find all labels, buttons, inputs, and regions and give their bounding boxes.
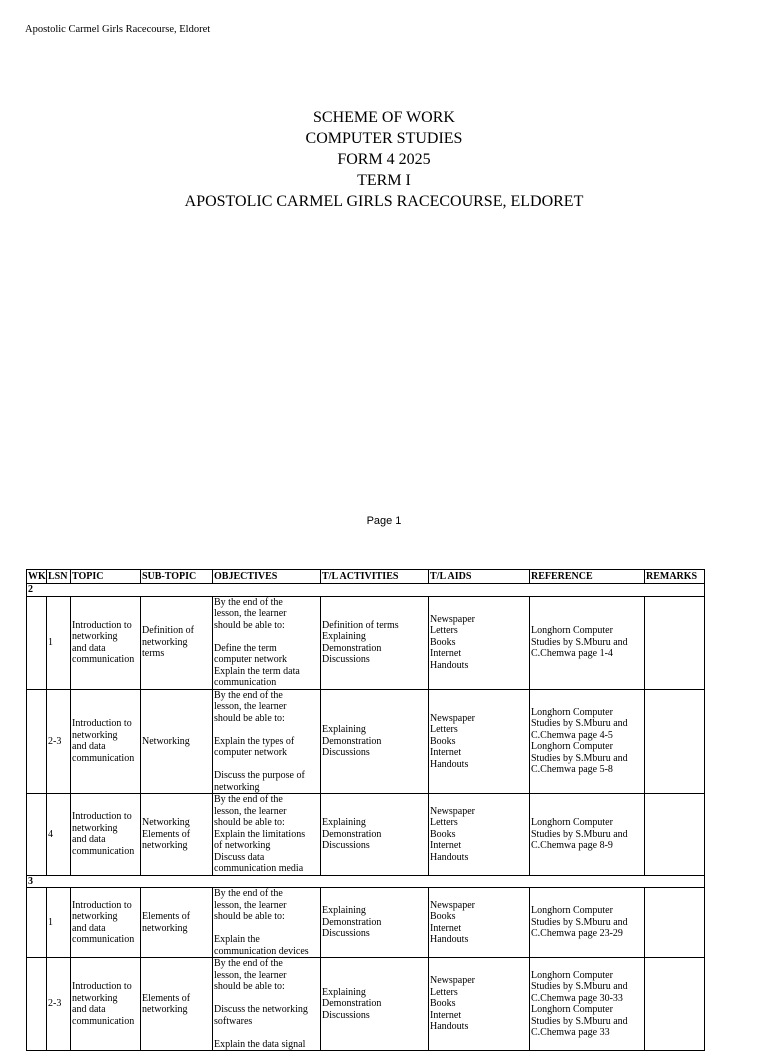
cell-line <box>214 759 319 771</box>
cell-line: networking <box>72 822 118 834</box>
lesson-cell: 1 <box>47 596 71 689</box>
cell-line: Studies by S.Mburu and <box>531 1015 628 1027</box>
cell-line: should be able to: <box>214 712 285 724</box>
cell-line: Letters <box>430 724 458 735</box>
cell-line: Elements of <box>142 911 191 922</box>
aids-cell <box>429 689 530 794</box>
cell-line: and data <box>72 922 106 934</box>
subtopic-cell <box>141 794 213 876</box>
activities-cell <box>321 596 429 689</box>
cell-line: Studies by S.Mburu and <box>531 752 628 764</box>
objectives-cell <box>213 689 321 794</box>
cell-line: Newspaper <box>430 805 475 817</box>
cell-line: Explaining <box>322 724 366 735</box>
table-row <box>27 794 705 876</box>
cell-line: Books <box>430 735 456 747</box>
page-header: Apostolic Carmel Girls Racecourse, Eldoret <box>25 24 211 35</box>
cell-line: Letters <box>430 986 458 998</box>
week-cell <box>27 689 47 794</box>
week-cell <box>27 596 47 689</box>
week-row <box>27 584 705 597</box>
cell-line: Explain the data signal <box>214 1038 306 1050</box>
cell-line: Handouts <box>430 1021 469 1033</box>
objectives-cell <box>213 888 321 958</box>
title-line: FORM 4 2025 <box>337 151 431 168</box>
cell-line: C.Chemwa page 1-4 <box>531 648 613 660</box>
cell-line: Handouts <box>430 851 469 863</box>
title-line: COMPUTER STUDIES <box>305 130 463 147</box>
cell-line <box>214 724 319 736</box>
aids-cell <box>429 596 530 689</box>
cell-line: Discussions <box>322 1009 370 1021</box>
cell-line: Explaining <box>322 817 366 828</box>
cell-line: Networking <box>142 735 190 747</box>
cell-line: Introduction to <box>72 718 132 730</box>
table-header-row <box>27 570 705 584</box>
cell-line: Studies by S.Mburu and <box>531 636 628 648</box>
reference-cell <box>530 596 645 689</box>
cell-line: lesson, the learner <box>214 969 287 981</box>
cell-line: By the end of the <box>214 958 283 969</box>
cell-line: networking <box>72 911 118 922</box>
cell-line: Explain the term data <box>214 665 300 677</box>
cell-line: Internet <box>430 747 462 758</box>
cell-line: Studies by S.Mburu and <box>531 981 628 992</box>
topic-cell <box>71 888 141 958</box>
cell-line: Longhorn Computer <box>531 741 613 753</box>
objectives-cell <box>213 596 321 689</box>
cell-line: Studies by S.Mburu and <box>531 916 628 928</box>
cell-line: should be able to: <box>214 911 285 922</box>
week-number: 2 <box>27 584 705 597</box>
cell-line: networking <box>72 631 118 642</box>
cell-line: communication <box>72 934 135 945</box>
cell-line: Demonstration <box>322 828 382 840</box>
cell-line: lesson, the learner <box>214 805 287 817</box>
cell-line: terms <box>142 648 165 660</box>
topic-cell <box>71 689 141 794</box>
cell-line: networking <box>142 1004 188 1015</box>
cell-line: Longhorn Computer <box>531 625 613 637</box>
cell-line: Internet <box>430 1009 462 1021</box>
cell-line: Discuss data <box>214 851 265 863</box>
subtopic-cell <box>141 596 213 689</box>
remarks-cell <box>645 596 705 689</box>
cell-line: Newspaper <box>430 975 475 987</box>
cell-line: Discussions <box>322 840 370 851</box>
week-cell <box>27 888 47 958</box>
aids-cell <box>429 794 530 876</box>
cell-line: lesson, the learner <box>214 899 287 911</box>
cell-line: Explain the limitations <box>214 828 306 840</box>
col-header-objectives: OBJECTIVES <box>213 570 321 584</box>
cell-line: Elements of <box>142 992 191 1004</box>
cell-line: Explaining <box>322 986 366 998</box>
cell-line: Demonstration <box>322 998 382 1010</box>
cell-line: Internet <box>430 922 462 934</box>
cell-line: Newspaper <box>430 712 475 724</box>
cell-line: lesson, the learner <box>214 701 287 712</box>
cell-line: softwares <box>214 1015 253 1027</box>
cell-line: Demonstration <box>322 916 382 928</box>
cell-line: Discussions <box>322 747 370 758</box>
cell-line: communication devices <box>214 945 309 957</box>
topic-cell <box>71 958 141 1051</box>
remarks-cell <box>645 958 705 1051</box>
cell-line: computer network <box>214 654 288 665</box>
cell-line: and data <box>72 834 106 846</box>
cell-line: communication <box>72 845 135 857</box>
cell-line: Newspaper <box>430 613 475 625</box>
cell-line: Internet <box>430 840 462 851</box>
table-row <box>27 958 705 1051</box>
cell-line: Introduction to <box>72 981 132 992</box>
cell-line: communication media <box>214 863 304 874</box>
col-header-subtopic: SUB-TOPIC <box>141 570 213 584</box>
cell-line: Longhorn Computer <box>531 817 613 828</box>
cell-line: Define the term <box>214 642 277 654</box>
title-line: TERM I <box>357 172 411 189</box>
cell-line: of networking <box>214 840 271 851</box>
reference-cell <box>530 689 645 794</box>
remarks-cell <box>645 794 705 876</box>
cell-line: Introduction to <box>72 811 132 823</box>
cell-line: networking <box>72 729 118 741</box>
cell-line: communication <box>72 1015 135 1027</box>
cell-line: By the end of the <box>214 794 283 805</box>
cell-line <box>214 923 319 935</box>
subtopic-cell <box>141 958 213 1051</box>
reference-cell <box>530 958 645 1051</box>
title-line: SCHEME OF WORK <box>313 109 455 126</box>
col-header-lsn: LSN <box>47 570 71 584</box>
cell-line: lesson, the learner <box>214 608 287 619</box>
lesson-cell: 4 <box>47 794 71 876</box>
cell-line: Books <box>430 911 456 922</box>
cell-line: Explaining <box>322 905 366 917</box>
cell-line: networking <box>72 992 118 1004</box>
activities-cell <box>321 689 429 794</box>
scheme-of-work-table <box>26 569 705 1051</box>
cell-line: Letters <box>430 625 458 637</box>
cell-line: Newspaper <box>430 899 475 911</box>
cell-line: Handouts <box>430 934 469 945</box>
col-header-activities: T/L ACTIVITIES <box>321 570 429 584</box>
subtopic-cell <box>141 689 213 794</box>
cell-line: Books <box>430 636 456 648</box>
cell-line: Longhorn Computer <box>531 706 613 718</box>
cell-line: C.Chemwa page 30-33 <box>531 992 623 1004</box>
cell-line: Discuss the purpose of <box>214 770 305 781</box>
cell-line: and data <box>72 642 106 654</box>
cell-line: By the end of the <box>214 689 283 701</box>
cell-line: should be able to: <box>214 981 285 992</box>
week-cell <box>27 794 47 876</box>
lesson-cell: 1 <box>47 888 71 958</box>
col-header-topic: TOPIC <box>71 570 141 584</box>
cell-line: Books <box>430 998 456 1010</box>
objectives-cell <box>213 794 321 876</box>
cell-line: Discuss the networking <box>214 1004 308 1015</box>
week-number: 3 <box>27 875 705 888</box>
cell-line: should be able to: <box>214 619 285 631</box>
cell-line: Letters <box>430 817 458 828</box>
cell-line: communication <box>72 752 135 764</box>
cell-line: Explain the types of <box>214 735 295 747</box>
cell-line: By the end of the <box>214 596 283 608</box>
page-number: Page 1 <box>366 515 402 527</box>
col-header-wk: WK <box>28 570 46 582</box>
cell-line: Explaining <box>322 631 366 642</box>
cell-line: Discussions <box>322 654 370 665</box>
cell-line: Demonstration <box>322 735 382 747</box>
cell-line: Longhorn Computer <box>531 969 613 981</box>
cell-line: Definition of terms <box>322 619 399 631</box>
subtopic-cell <box>141 888 213 958</box>
cell-line: C.Chemwa page 33 <box>531 1027 610 1038</box>
topic-cell <box>71 794 141 876</box>
cell-line: Definition of <box>142 625 194 637</box>
cell-line: and data <box>72 741 106 753</box>
cell-line: networking <box>142 922 188 934</box>
table-row <box>27 888 705 958</box>
objectives-cell <box>213 958 321 1051</box>
cell-line: Introduction to <box>72 899 132 911</box>
remarks-cell <box>645 689 705 794</box>
cell-line: networking <box>214 781 260 793</box>
cell-line <box>214 993 319 1005</box>
document-title <box>0 107 768 212</box>
activities-cell <box>321 958 429 1051</box>
cell-line: C.Chemwa page 4-5 <box>531 729 613 741</box>
table-row <box>27 689 705 794</box>
col-header-remarks: REMARKS <box>645 570 705 584</box>
cell-line: Demonstration <box>322 642 382 654</box>
cell-line: C.Chemwa page 23-29 <box>531 928 623 940</box>
remarks-cell <box>645 888 705 958</box>
cell-line: Longhorn Computer <box>531 1004 613 1015</box>
cell-line: Explain the <box>214 934 260 945</box>
cell-line: and data <box>72 1004 106 1015</box>
cell-line: Studies by S.Mburu and <box>531 718 628 730</box>
topic-cell <box>71 596 141 689</box>
cell-line: Books <box>430 828 456 840</box>
cell-line <box>214 631 319 643</box>
title-line: APOSTOLIC CARMEL GIRLS RACECOURSE, ELDORET <box>184 193 584 210</box>
activities-cell <box>321 888 429 958</box>
cell-line: computer network <box>214 747 288 758</box>
reference-cell <box>530 888 645 958</box>
cell-line: should be able to: <box>214 817 285 828</box>
cell-line: Discussions <box>322 928 370 940</box>
cell-line: Handouts <box>430 659 469 671</box>
cell-line: Internet <box>430 648 462 660</box>
cell-line: C.Chemwa page 8-9 <box>531 840 613 851</box>
cell-line: networking <box>142 636 188 648</box>
cell-line: Elements of <box>142 828 191 840</box>
cell-line: Longhorn Computer <box>531 905 613 917</box>
cell-line: Networking <box>142 817 190 828</box>
cell-line: Handouts <box>430 758 469 770</box>
table-row <box>27 596 705 689</box>
cell-line: communication <box>72 654 135 665</box>
activities-cell <box>321 794 429 876</box>
cell-line: Introduction to <box>72 619 132 631</box>
lesson-cell: 2-3 <box>47 958 71 1051</box>
cell-line: networking <box>142 840 188 851</box>
col-header-reference: REFERENCE <box>530 570 645 584</box>
cell-line: Studies by S.Mburu and <box>531 828 628 840</box>
week-row <box>27 875 705 888</box>
aids-cell <box>429 888 530 958</box>
aids-cell <box>429 958 530 1051</box>
cell-line: communication <box>214 677 277 688</box>
week-cell <box>27 958 47 1051</box>
cell-line: By the end of the <box>214 888 283 899</box>
lesson-cell: 2-3 <box>47 689 71 794</box>
cell-line: C.Chemwa page 5-8 <box>531 764 613 776</box>
reference-cell <box>530 794 645 876</box>
col-header-aids: T/L AIDS <box>429 570 530 584</box>
cell-line <box>214 1027 319 1039</box>
